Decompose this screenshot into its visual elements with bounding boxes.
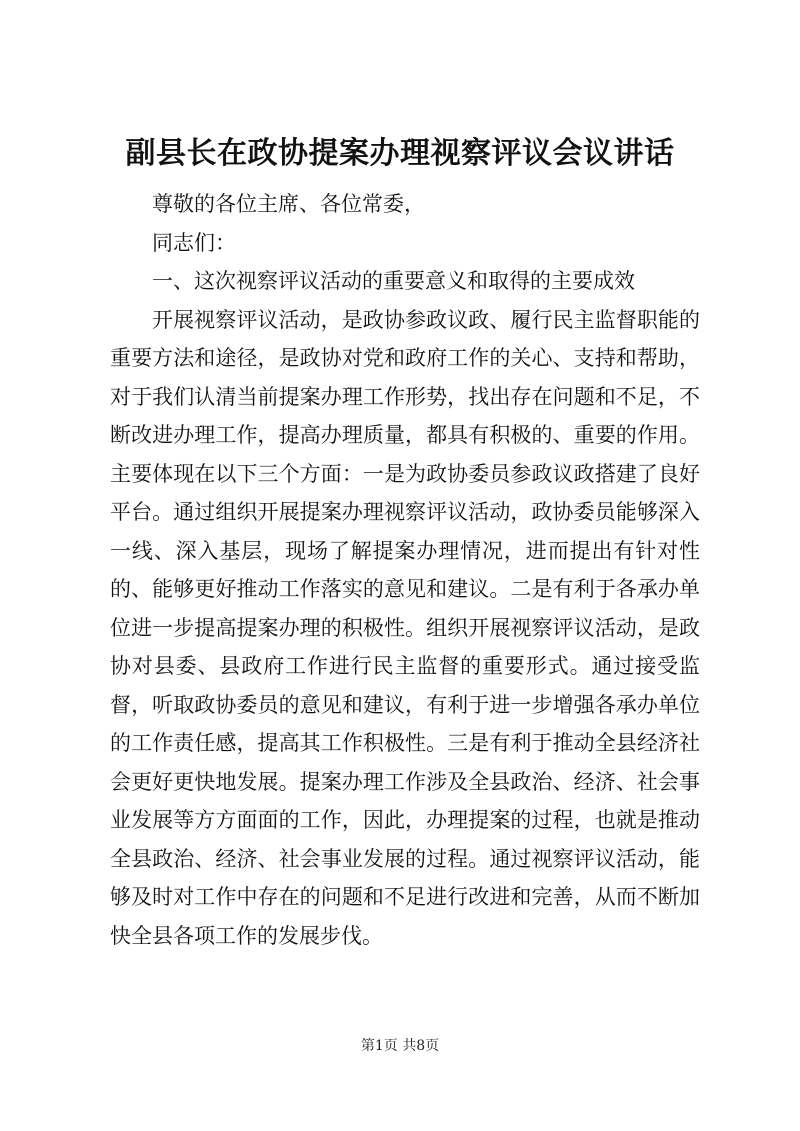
body-paragraph: 开展视察评议活动，是政协参政议政、履行民主监督职能的重要方法和途径，是政协对党和政府工作的关心、支持和帮助，对于我们认清当前提案办理工作形势，找出存在问题和不足，不断改进办理工作，提高办理质量，都具有积极的、重要的作用。主要体现在以下三个方面：一是为政协委员参政议政搭建了良好平台。通过组织开展提案办理视察评议活动，政协委员能够深入一线、深入基层，现场了解提案办理情况，进而提出有针对性的、能够更好推动工作落实的意见和建议。二是有利于各承办单位进一步提高提案办理的积极性。组织开展视察评议活动，是政协对县委、县政府工作进行民主监督的重要形式。通过接受监督，听取政协委员的意见和建议，有利于进一步增强各承办单位的工作责任感，提高其工作积极性。三是有利于推动全县经济社会更好更快地发展。提案办理工作涉及全县政治、经济、社会事业发展等方方面面的工作，因此，办理提案的过程，也就是推动全县政治、经济、社会事业发展的过程。通过视察评议活动，能够及时对工作中存在的问题和不足进行改进和完善，从而不断加快全县各项工作的发展步伐。 bbox=[110, 307, 700, 948]
section-heading: 一、这次视察评议活动的重要意义和取得的主要成效 bbox=[152, 269, 635, 293]
salutation-line: 同志们： bbox=[152, 230, 236, 255]
greeting-line: 尊敬的各位主席、各位常委， bbox=[152, 192, 425, 216]
page-footer: 第1页 共8页 bbox=[360, 1038, 440, 1054]
document-body bbox=[110, 185, 700, 955]
document-title: 副县长在政协提案办理视察评议会议讲话 bbox=[125, 136, 675, 171]
